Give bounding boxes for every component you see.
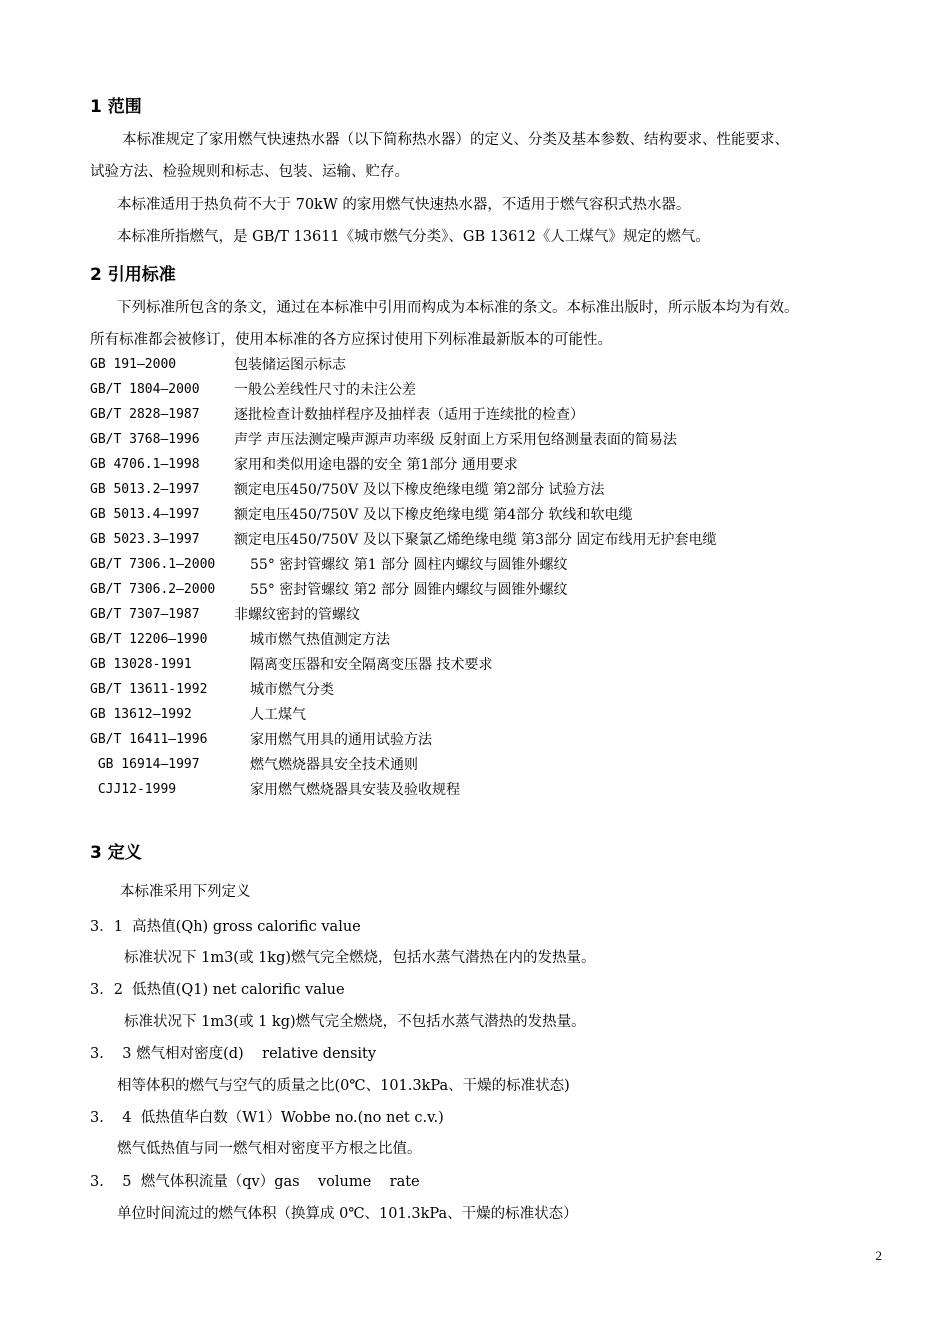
reference-code: GB/T 7307—1987 <box>90 607 200 622</box>
reference-item <box>0 629 950 651</box>
section-1-paragraph: 本标准适用于热负荷不大于 70kW 的家用燃气快速热水器，不适用于燃气容积式热水器。 <box>117 197 691 213</box>
reference-title: 逐批检查计数抽样程序及抽样表（适用于连续批的检查） <box>234 407 584 423</box>
reference-item <box>0 679 950 701</box>
reference-title: 燃气燃烧器具安全技术通则 <box>250 757 418 773</box>
reference-title: 55° 密封管螺纹 第1 部分 圆柱内螺纹与圆锥外螺纹 <box>250 557 568 573</box>
reference-code: GB/T 3768—1996 <box>90 432 200 447</box>
reference-title: 人工煤气 <box>250 707 306 723</box>
reference-code: CJJ12-1999 <box>90 782 177 797</box>
definition-description: 标准状况下 1m3(或 1kg)燃气完全燃烧，包括水蒸气潜热在内的发热量。 <box>124 950 596 966</box>
reference-title: 家用燃气燃烧器具安装及验收规程 <box>250 782 460 798</box>
reference-title: 家用燃气用具的通用试验方法 <box>250 732 432 748</box>
reference-code: GB/T 12206—1990 <box>90 632 208 647</box>
reference-code: GB/T 7306.2—2000 <box>90 582 216 597</box>
reference-item <box>0 454 950 476</box>
reference-title: 包装储运图示标志 <box>234 357 346 373</box>
reference-item <box>0 429 950 451</box>
reference-item <box>0 579 950 601</box>
reference-item <box>0 379 950 401</box>
reference-code: GB/T 1804—2000 <box>90 382 200 397</box>
reference-title: 隔离变压器和安全隔离变压器 技术要求 <box>250 657 493 673</box>
reference-item <box>0 529 950 551</box>
reference-item <box>0 729 950 751</box>
reference-item <box>0 504 950 526</box>
reference-code: GB/T 2828—1987 <box>90 407 200 422</box>
reference-item <box>0 404 950 426</box>
reference-title: 一般公差线性尺寸的未注公差 <box>234 382 416 398</box>
reference-item <box>0 354 950 376</box>
reference-code: GB/T 13611-1992 <box>90 682 208 697</box>
definition-description: 相等体积的燃气与空气的质量之比(0℃、101.3kPa、干燥的标准状态) <box>117 1078 570 1094</box>
reference-code: GB/T 16411—1996 <box>90 732 208 747</box>
reference-title: 额定电压450/750V 及以下聚氯乙烯绝缘电缆 第3部分 固定布线用无护套电缆 <box>234 532 717 548</box>
definition-term: 3．2 低热值(Q1) net calorific value <box>90 982 345 998</box>
reference-title: 声学 声压法测定噪声源声功率级 反射面上方采用包络测量表面的简易法 <box>234 432 677 448</box>
reference-code: GB 5023.3—1997 <box>90 532 200 547</box>
reference-item <box>0 754 950 776</box>
reference-code: GB 16914—1997 <box>90 757 200 772</box>
definition-term: 3．1 高热值(Qh) gross calorific value <box>90 919 361 935</box>
reference-title: 城市燃气分类 <box>250 682 334 698</box>
reference-code: GB/T 7306.1—2000 <box>90 557 216 572</box>
reference-title: 55° 密封管螺纹 第2 部分 圆锥内螺纹与圆锥外螺纹 <box>250 582 568 598</box>
reference-title: 家用和类似用途电器的安全 第1部分 通用要求 <box>234 457 518 473</box>
section-1-paragraph: 试验方法、检验规则和标志、包装、运输、贮存。 <box>90 164 409 180</box>
reference-code: GB 4706.1—1998 <box>90 457 200 472</box>
reference-title: 额定电压450/750V 及以下橡皮绝缘电缆 第4部分 软线和软电缆 <box>234 507 633 523</box>
reference-code: GB 5013.4—1997 <box>90 507 200 522</box>
reference-item <box>0 479 950 501</box>
reference-item <box>0 554 950 576</box>
section-2-paragraph: 所有标准都会被修订，使用本标准的各方应探讨使用下列标准最新版本的可能性。 <box>90 332 612 348</box>
reference-item <box>0 604 950 626</box>
definition-description: 燃气低热值与同一燃气相对密度平方根之比值。 <box>117 1141 422 1157</box>
reference-code: GB 5013.2—1997 <box>90 482 200 497</box>
reference-title: 额定电压450/750V 及以下橡皮绝缘电缆 第2部分 试验方法 <box>234 482 605 498</box>
section-1-paragraph: 本标准所指燃气，是 GB/T 13611《城市燃气分类》、GB 13612《人工煤气》规定的燃气。 <box>117 229 710 245</box>
reference-item <box>0 654 950 676</box>
page-number: 2 <box>875 1248 882 1263</box>
section-3-intro: 本标准采用下列定义 <box>120 884 251 900</box>
definition-term: 3. 3 燃气相对密度(d) relative density <box>90 1046 377 1062</box>
reference-title: 非螺纹密封的管螺纹 <box>234 607 360 623</box>
definition-description: 标准状况下 1m3(或 1 kg)燃气完全燃烧，不包括水蒸气潜热的发热量。 <box>124 1014 586 1030</box>
section-2-paragraph: 下列标准所包含的条文，通过在本标准中引用而构成为本标准的条文。本标准出版时，所示版本均为有效。 <box>117 300 799 316</box>
section-2-heading: 2 引用标准 <box>90 265 176 285</box>
reference-title: 城市燃气热值测定方法 <box>250 632 390 648</box>
reference-item <box>0 779 950 801</box>
section-1-paragraph: 本标准规定了家用燃气快速热水器（以下简称热水器）的定义、分类及基本参数、结构要求、性能要求、 <box>122 132 789 148</box>
definition-term: 3. 4 低热值华白数（W1）Wobbe no.(no net c.v.) <box>90 1110 444 1126</box>
section-1-heading: 1 范围 <box>90 97 142 117</box>
reference-code: GB 191—2000 <box>90 357 177 372</box>
reference-code: GB 13028-1991 <box>90 657 192 672</box>
reference-item <box>0 704 950 726</box>
definition-term: 3. 5 燃气体积流量（qv）gas volume rate <box>90 1174 420 1190</box>
definition-description: 单位时间流过的燃气体积（换算成 0℃、101.3kPa、干燥的标准状态） <box>117 1206 578 1222</box>
section-3-heading: 3 定义 <box>90 843 142 863</box>
reference-code: GB 13612—1992 <box>90 707 192 722</box>
